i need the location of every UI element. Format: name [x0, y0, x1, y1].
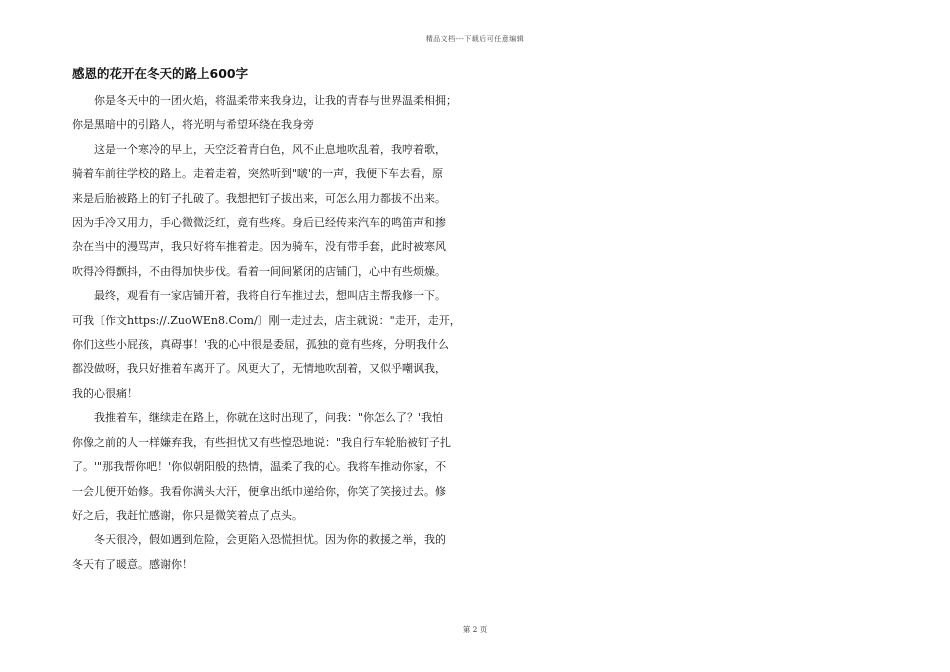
page-number: 第 2 页 [462, 625, 488, 634]
text-line: 冬天有了暖意。感谢你！ [72, 557, 193, 571]
text-line: 来是后胎被路上的钉子扎破了。我想把钉子拔出来，可怎么用力都拔不出来。 [72, 191, 446, 205]
text-line: 我的心很痛！ [72, 386, 138, 400]
paragraph [72, 528, 460, 577]
text-line: 骑着车前往学校的路上。走着走着，突然听到"啵'的一声，我便下车去看，原 [72, 167, 444, 181]
text-line: 吹得冷得颤抖，不由得加快步伐。看着一间间紧闭的店铺门，心中有些烦燥。 [72, 264, 446, 278]
paragraph [72, 284, 460, 406]
text-line: 你像之前的人一样嫌弃我，有些担忧又有些惶恐地说："我自行车轮胎被钉子扎 [72, 435, 452, 449]
text-line: 杂在当中的漫骂声，我只好将车推着走。因为骑车，没有带手套，此时被寒风 [72, 240, 446, 254]
document-title: 感恩的花开在冬天的路上600字 [72, 66, 249, 81]
text-line: 冬天很冷，假如遇到危险，会更陷入恐慌担忧。因为你的救援之举，我的 [94, 533, 446, 547]
header-note: 精品文档---下载后可任意编辑 [425, 35, 525, 43]
text-line: 最终，观看有一家店铺开着，我将自行车推过去，想叫店主帮我修一下。 [94, 289, 446, 303]
paragraph [72, 406, 460, 528]
text-line: 因为手冷又用力，手心微微泛红，竟有些疼。身后已经传来汽车的鸣笛声和掺 [72, 216, 446, 230]
paragraph-container [72, 89, 460, 577]
text-line: 好之后，我赶忙感谢，你只是微笑着点了点头。 [72, 508, 303, 522]
text-line: 了。'"那我帮你吧！'你似朝阳般的热情，温柔了我的心。我将车推动你家，不 [72, 460, 447, 474]
text-line: 你是冬天中的一团火焰，将温柔带来我身边，让我的青春与世界温柔相拥； [94, 94, 457, 107]
document-body [72, 64, 460, 577]
text-line: 都没做呀，我只好推着车离开了。风更大了，无情地吹刮着，又似乎嘲讽我， [72, 362, 446, 376]
text-line: 可我〔作文https://.ZuoWEn8.Com/〕刚一走过去，店主就说："走开，走开， [72, 313, 461, 327]
text-line: 你是黑暗中的引路人，将光明与希望环绕在我身旁 [72, 118, 314, 132]
paragraph [72, 89, 460, 138]
paragraph [72, 138, 460, 284]
text-line: 我推着车，继续走在路上，你就在这时出现了，问我："你怎么了？'我怕 [94, 411, 444, 425]
text-line: 这是一个寒冷的早上，天空泛着青白色，风不止息地吹乱着，我哼着歌， [94, 142, 446, 156]
text-line: 一会儿便开始修。我看你满头大汗，便拿出纸巾递给你，你笑了笑接过去。修 [72, 484, 446, 498]
text-line: 你们这些小屁孩，真碍事！'我的心中很是委屈，孤独的竟有些疼，分明我什么 [72, 338, 450, 352]
